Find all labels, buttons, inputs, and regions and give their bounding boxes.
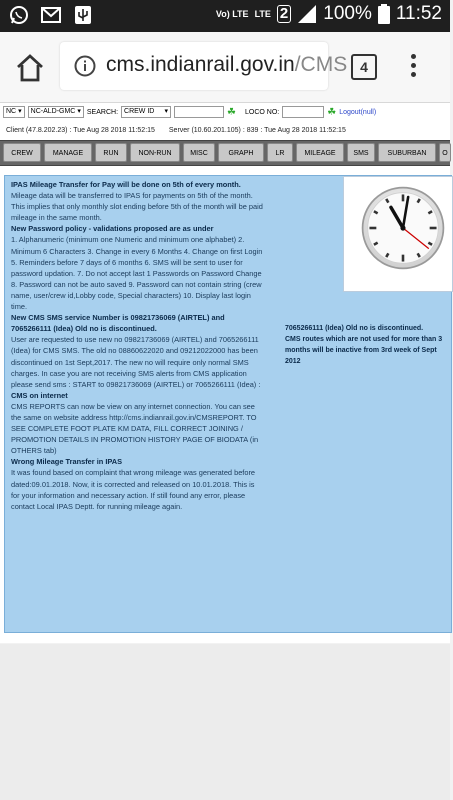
go-leaf-icon[interactable]: ☘	[227, 106, 236, 118]
sim-badge: 2	[277, 5, 291, 23]
web-page	[0, 103, 450, 643]
gmail-icon	[40, 4, 62, 26]
nav-sms[interactable]: SMS	[347, 143, 375, 162]
nav-manage[interactable]: MANAGE	[44, 143, 92, 162]
notice-heading: IPAS Mileage Transfer for Pay will be done on 5th of every month.	[11, 180, 241, 189]
nav-mileage[interactable]: MILEAGE	[296, 143, 344, 162]
side-notice-line: 7065266111 (Idea) Old no is discontinued.	[285, 325, 424, 332]
status-bar	[0, 0, 450, 32]
home-icon[interactable]	[14, 52, 46, 84]
address-bar[interactable]	[60, 42, 348, 90]
nav-lr[interactable]: LR	[267, 143, 293, 162]
nav-other[interactable]: O	[439, 143, 451, 162]
main-nav	[0, 140, 450, 166]
clock-face-icon	[360, 185, 446, 271]
notice-text: It was found based on complaint that wrong mileage was generated before dated:09.01.2018. Now, it is corrected and released on 10.01.2018. This is for your information and necessary action. If still found any error, please contact Local IPAS Deptt. for running mileage again.	[11, 468, 256, 511]
chevron-down-icon: ▾	[18, 108, 22, 115]
loco-label: LOCO NO:	[244, 108, 280, 116]
notice-text: CMS REPORTS can now be view on any internet connection. You can see the same on website address http://cms.indianrail.gov.in/CMSREPORT. TO SEE COMPLETE FOOT PLATE KM DATA, FILL CORRECT JOINING / PROMOTION DETAILS IN PROMOTION HISTORY PAGE OF BIODATA (in OTHERS tab)	[11, 401, 259, 456]
search-by-value: CREW ID	[124, 108, 155, 115]
side-notice	[285, 323, 451, 367]
url-path: /CMS	[294, 53, 348, 76]
tab-switcher-button[interactable]: 4	[351, 54, 377, 80]
battery-icon	[378, 4, 390, 24]
nav-graph[interactable]: GRAPH	[218, 143, 264, 162]
nav-run[interactable]: RUN	[95, 143, 127, 162]
notice-heading: Wrong Mileage Transfer in IPAS	[11, 457, 123, 467]
analog-clock	[343, 176, 453, 292]
chevron-down-icon: ▾	[77, 108, 81, 115]
notice-text: Mileage data will be transferred to IPAS for payments on 5th of the month. This implies that only monthly slot ending before 5th of the month will be paid mileage in the same month.	[11, 191, 263, 223]
battery-percent: 100%	[323, 3, 372, 24]
url-text[interactable]	[106, 53, 347, 77]
clock-time: 11:52	[395, 3, 442, 24]
url-host: cms.indianrail.gov.in	[106, 53, 295, 76]
zone-select[interactable]	[3, 106, 25, 118]
chevron-down-icon: ▾	[164, 108, 169, 115]
notice-column	[11, 179, 265, 512]
overflow-menu-icon[interactable]	[408, 54, 418, 82]
side-notice-line: CMS routes which are not used for more than 3 months will be inactive from 3rd week of Sept 2012	[285, 336, 443, 365]
notice-text: User are requested to use new no 09821736069 (AIRTEL) and 7065266111 (Idea) for CMS SMS. The old no 08860622020 and 09212022000 has been discontinued on 1st Sept,2017. The new no will require only normal SMS charges. In case you are not receiving SMS alerts from CMS application please send sms : START to 09821736069 (AIRTEL) or 7065266111 (Idea) :	[11, 335, 261, 389]
division-value: NC-ALD-GMC	[30, 108, 76, 115]
search-label: SEARCH:	[86, 108, 119, 116]
nav-non-run[interactable]: NON-RUN	[130, 143, 180, 162]
usb-icon	[72, 4, 94, 26]
search-toolbar	[3, 106, 376, 118]
logout-link[interactable]: Logout(null)	[339, 108, 377, 116]
nav-crew[interactable]: CREW	[3, 143, 41, 162]
notice-panel	[4, 175, 452, 633]
server-info: Server (10.60.201.105) : 839 : Tue Aug 28 2018 11:52:15	[168, 127, 346, 134]
browser-toolbar	[0, 32, 450, 103]
signal-icon	[297, 4, 317, 24]
division-select[interactable]	[28, 106, 84, 118]
session-info	[6, 127, 346, 134]
notice-heading: New Password policy - validations proposed are as under	[11, 224, 214, 234]
volte-indicator: Vo) LTE	[215, 8, 249, 19]
nav-suburban[interactable]: SUBURBAN	[378, 143, 436, 162]
notice-text: 1. Alphanumeric (minimum one Numeric and minimum one alphabet) 2. Minimum 6 Characters 3. Change in every 6 Months 4. Change on first Login 5. Reminders before 7 days of 6 months 6. SMS will be sent to user for password updation. 7. Do not accept last 1 Passwords on Password Change 8. Password can not be auto saved 9. Password can not contain string (crew name, user/crew id,Lobby code, Special characters) 10. Display last login time.	[11, 235, 263, 312]
nav-misc[interactable]: MISC	[183, 143, 215, 162]
info-icon[interactable]	[74, 55, 96, 77]
notice-heading: CMS on internet	[11, 390, 68, 400]
client-info: Client (47.8.202.23) : Tue Aug 28 2018 11:52:15	[6, 127, 155, 134]
whatsapp-icon	[8, 4, 30, 26]
search-input[interactable]	[174, 106, 224, 118]
lte-indicator: LTE	[254, 8, 271, 19]
loco-go-leaf-icon[interactable]: ☘	[327, 106, 337, 118]
loco-input[interactable]	[282, 106, 324, 118]
zone-value: NC	[6, 108, 17, 115]
search-by-select[interactable]	[121, 106, 171, 118]
notice-heading: New CMS SMS service Number is 09821736069 (AIRTEL) and 7065266111 (Idea) Old no is discontinued.	[11, 313, 225, 334]
page-background	[0, 644, 450, 800]
